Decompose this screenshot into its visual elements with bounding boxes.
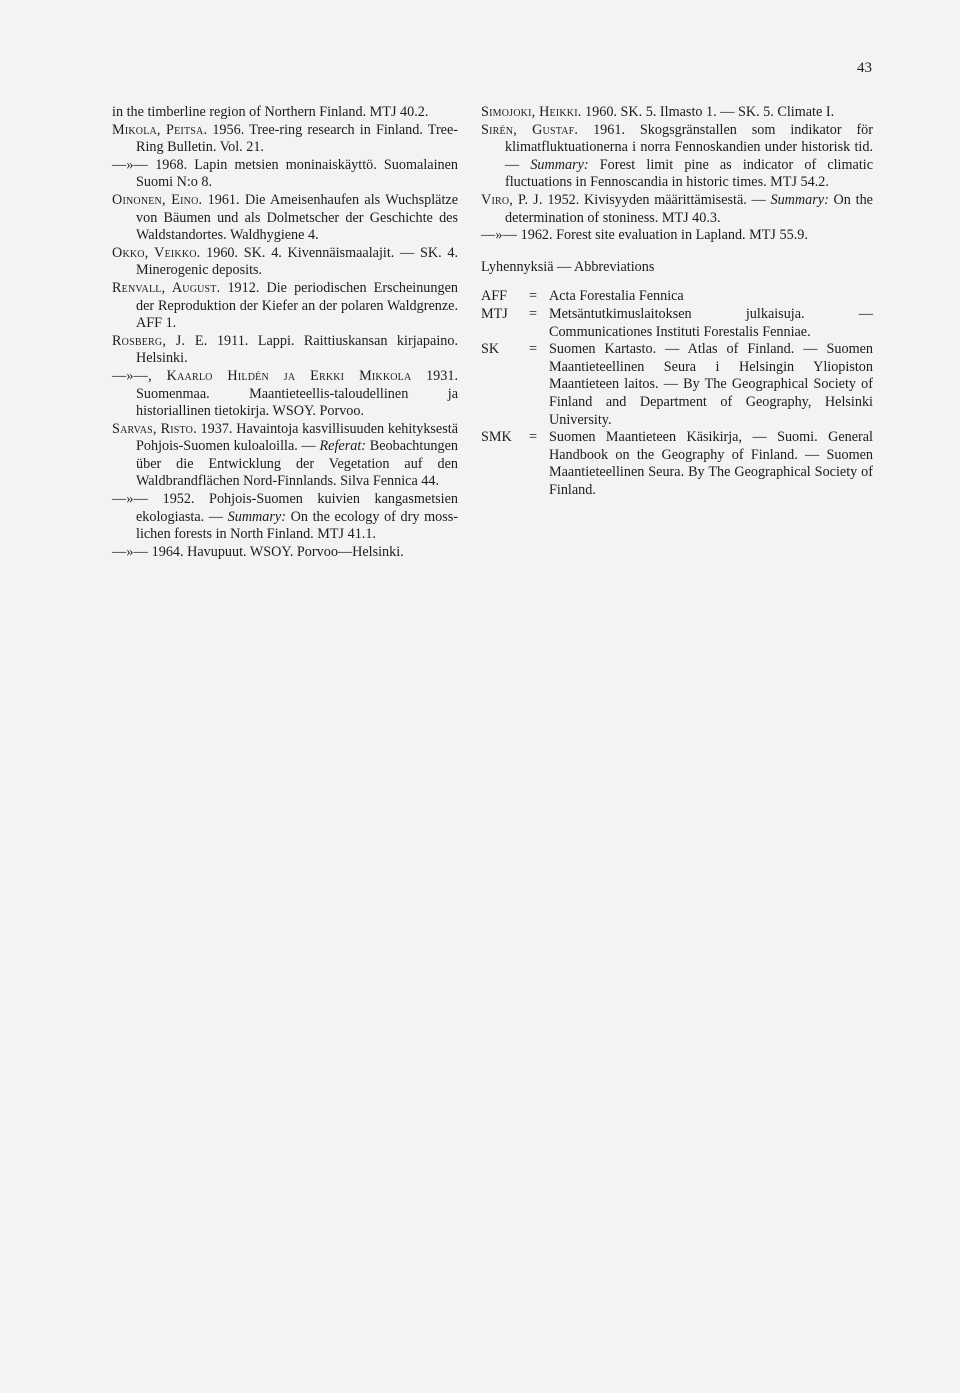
reference-entry <box>112 157 458 192</box>
abbreviation-equals: = <box>529 429 538 446</box>
reference-text: 1964. Havupuut. WSOY. Porvoo—Helsinki. <box>148 543 404 560</box>
reference-text-continued: On the determination of stoniness. MTJ 40.3. <box>505 191 873 226</box>
reference-text-continued: Forest limit pine as indicator of climatic fluctuations in Fennoscandia in historic times. MTJ 54.2. <box>505 156 874 191</box>
reference-text: 1931. Suomenmaa. Maantieteellis-taloudellinen ja historiallinen tietokirja. WSOY. Porvoo. <box>136 367 459 420</box>
reference-entry <box>481 227 873 245</box>
reference-entry <box>112 421 458 491</box>
reference-author: Okko, Veikko. <box>112 244 201 261</box>
abbreviation-equals: = <box>529 305 538 322</box>
reference-author: —»— <box>112 156 149 173</box>
reference-text: 1956. Tree-ring research in Finland. Tree-Ring Bulletin. Vol. 21. <box>136 121 458 156</box>
reference-label: Summary: <box>530 156 589 173</box>
reference-entry <box>112 333 458 368</box>
reference-text-continued: Beobachtungen über die Entwicklung der Vegetation auf den Waldbrandflächen Nord-Finnlands. Silva Fennica 44. <box>136 438 459 490</box>
abbreviation-key: SK <box>481 341 500 358</box>
reference-label: Referat: <box>319 438 366 455</box>
abbreviation-value: Suomen Kartasto. — Atlas of Finland. — Suomen Maantieteellinen Seura i Helsingin Yliopiston Maantieteen laitos. — By The Geographical Society of Finland and Department of Geography, Helsinki University. <box>549 341 873 428</box>
reference-author: Renvall, August. <box>112 279 221 296</box>
reference-text: 1952. Kivisyyden määrittämisestä. — <box>542 191 771 208</box>
reference-text: 1961. Die Ameisenhaufen als Wuchsplätze von Bäumen und als Dolmetscher der Geschichte des Waldstandortes. Waldhygiene 4. <box>136 191 458 244</box>
reference-author: Mikola, Peitsa. <box>112 121 208 138</box>
abbreviation-key: AFF <box>481 288 508 305</box>
reference-text: 1960. SK. 4. Kivennäismaalajit. — SK. 4. Minerogenic deposits. <box>136 244 458 279</box>
reference-author: Viro, P. J. <box>481 191 543 208</box>
reference-author: —»— <box>112 543 149 560</box>
reference-entry <box>112 104 458 122</box>
reference-text: 1960. SK. 5. Ilmasto 1. — SK. 5. Climate I. <box>581 104 835 120</box>
abbreviation-key: MTJ <box>481 305 508 322</box>
reference-entry <box>112 280 458 333</box>
reference-author: Sarvas, Risto. <box>112 420 197 437</box>
reference-author: —»— <box>481 227 518 244</box>
abbreviation-value: Suomen Maantieteen Käsikirja, — Suomi. General Handbook on the Geography of Finland. — Suomen Maantieteellinen Seura. By The Geographical Society of Finland. <box>549 429 873 498</box>
reference-entry <box>112 192 458 245</box>
abbreviation-value: Acta Forestalia Fennica <box>549 288 684 305</box>
right-column <box>481 104 873 499</box>
reference-entry <box>112 245 458 280</box>
reference-text: 1937. Havaintoja kasvillisuuden kehityksestä Pohjois-Suomen kuloaloilla. — <box>136 420 458 455</box>
reference-text: in the timberline region of Northern Finland. MTJ 40.2. <box>112 104 429 120</box>
reference-author: Simojoki, Heikki. <box>481 104 582 120</box>
reference-author: Rosberg, J. E. <box>112 332 208 349</box>
reference-entry <box>112 122 458 157</box>
reference-text: 1912. Die periodischen Erscheinungen der Reproduktion der Kiefer an der polaren Waldgrenze. AFF 1. <box>136 279 458 332</box>
abbreviation-row <box>481 306 873 341</box>
reference-entry <box>112 491 458 544</box>
abbreviation-equals: = <box>529 341 538 358</box>
abbreviation-row <box>481 429 873 499</box>
abbreviation-row <box>481 288 873 306</box>
reference-entry <box>112 544 458 562</box>
reference-label: Summary: <box>227 508 286 525</box>
abbreviations-title: Lyhennyksiä — Abbreviations <box>481 258 655 275</box>
reference-author: Oinonen, Eino. <box>112 191 203 208</box>
abbreviation-key: SMK <box>481 429 512 446</box>
reference-text: 1911. Lappi. Raittiuskansan kirjapaino. Helsinki. <box>136 332 458 367</box>
reference-label: Summary: <box>770 191 829 208</box>
reference-entry <box>112 368 458 421</box>
page-number: 43 <box>857 60 872 76</box>
abbreviation-row <box>481 341 873 429</box>
abbreviation-value: Metsäntutkimuslaitoksen julkaisuja. — Communicationes Instituti Forestalis Fenniae. <box>549 305 873 340</box>
reference-author: Sirén, Gustaf. <box>481 121 579 138</box>
reference-author: —»—, Kaarlo Hildén ja Erkki Mikkola <box>112 367 412 384</box>
left-column <box>112 104 458 561</box>
reference-text-continued: On the ecology of dry moss-lichen forests in North Finland. MTJ 41.1. <box>136 508 458 543</box>
reference-entry <box>481 122 873 192</box>
reference-text: 1961. Skogsgränstallen som indikator för klimatfluktuationerna i norra Fennoskandien under historisk tid. — <box>505 121 873 173</box>
reference-entry <box>481 192 873 227</box>
reference-author: —»— <box>112 491 149 508</box>
reference-text: 1952. Pohjois-Suomen kuivien kangasmetsien ekologiasta. — <box>136 491 458 525</box>
reference-text: 1962. Forest site evaluation in Lapland. MTJ 55.9. <box>517 227 808 244</box>
abbreviation-equals: = <box>529 288 538 305</box>
reference-text: 1968. Lapin metsien moninaiskäyttö. Suomalainen Suomi N:o 8. <box>136 156 458 191</box>
reference-entry <box>481 104 873 122</box>
